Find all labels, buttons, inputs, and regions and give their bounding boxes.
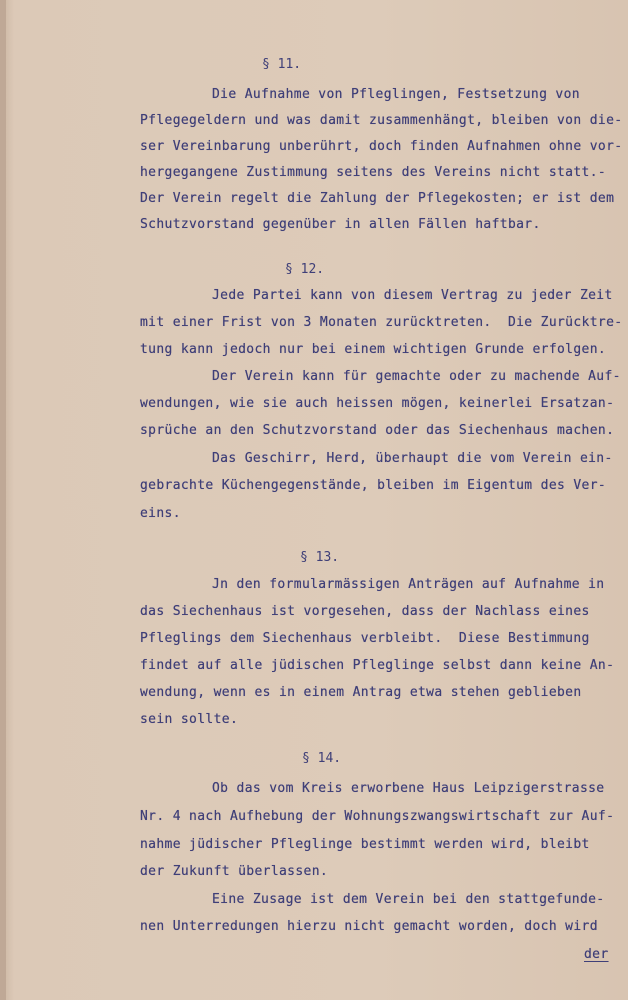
section-11-line-2: Pflegegeldern und was damit zusammenhängt, bleiben von die-	[140, 113, 623, 128]
section-11-line-5: Der Verein regelt die Zahlung der Pflegekosten; er ist dem	[140, 191, 615, 206]
section-13-heading: § 13.	[300, 550, 340, 565]
section-14-line-2: Nr. 4 nach Aufhebung der Wohnungszwangswirtschaft zur Auf-	[140, 809, 615, 824]
section-11-heading: § 11.	[262, 57, 302, 72]
section-13-line-6: sein sollte.	[140, 712, 239, 727]
section-14-line-3: nahme jüdischer Pfleglinge bestimmt werden wird, bleibt	[140, 837, 590, 852]
section-13-line-1: Jn den formularmässigen Anträgen auf Aufnahme in	[212, 577, 605, 592]
catchword: der	[584, 947, 609, 962]
section-12-line-2: mit einer Frist von 3 Monaten zurücktreten. Die Zurücktre-	[140, 315, 623, 330]
section-12-line-4: Der Verein kann für gemachte oder zu machende Auf-	[212, 369, 621, 384]
section-14-line-4: der Zukunft überlassen.	[140, 864, 329, 879]
section-14-line-5: Eine Zusage ist dem Verein bei den stattgefunde-	[212, 892, 605, 907]
section-12-line-1: Jede Partei kann von diesem Vertrag zu jeder Zeit	[212, 288, 613, 303]
section-13-line-3: Pfleglings dem Siechenhaus verbleibt. Diese Bestimmung	[140, 631, 590, 646]
section-11-line-4: hergegangene Zustimmung seitens des Vereins nicht statt.-	[140, 165, 607, 180]
section-11-line-1: Die Aufnahme von Pfleglingen, Festsetzung von	[212, 87, 580, 102]
section-12-line-9: eins.	[140, 506, 181, 521]
section-14-heading: § 14.	[302, 751, 342, 766]
section-13-line-5: wendung, wenn es in einem Antrag etwa stehen geblieben	[140, 685, 582, 700]
section-14-line-1: Ob das vom Kreis erworbene Haus Leipzigerstrasse	[212, 781, 605, 796]
section-11-line-6: Schutzvorstand gegenüber in allen Fällen haftbar.	[140, 217, 541, 232]
section-12-heading: § 12.	[285, 262, 325, 277]
section-12-line-5: wendungen, wie sie auch heissen mögen, keinerlei Ersatzan-	[140, 396, 615, 411]
section-12-line-8: gebrachte Küchengegenstände, bleiben im Eigentum des Ver-	[140, 478, 607, 493]
section-12-line-3: tung kann jedoch nur bei einem wichtigen Grunde erfolgen.	[140, 342, 607, 357]
section-14-line-6: nen Unterredungen hierzu nicht gemacht worden, doch wird	[140, 919, 598, 934]
section-12-line-7: Das Geschirr, Herd, überhaupt die vom Verein ein-	[212, 451, 613, 466]
page-fold-shadow	[0, 0, 6, 1000]
section-11-line-3: ser Vereinbarung unberührt, doch finden Aufnahmen ohne vor-	[140, 139, 623, 154]
section-13-line-2: das Siechenhaus ist vorgesehen, dass der Nachlass eines	[140, 604, 590, 619]
section-13-line-4: findet auf alle jüdischen Pfleglinge selbst dann keine An-	[140, 658, 615, 673]
section-12-line-6: sprüche an den Schutzvorstand oder das Siechenhaus machen.	[140, 423, 615, 438]
